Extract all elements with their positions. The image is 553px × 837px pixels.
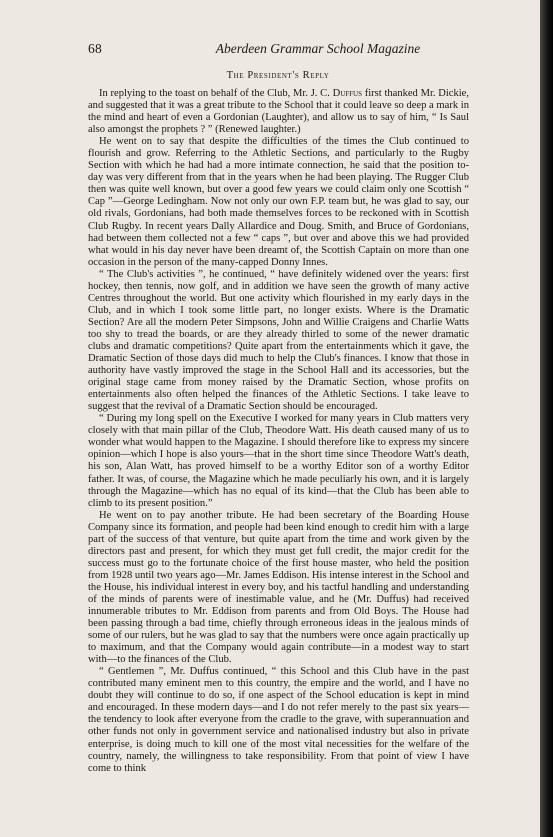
speaker-name: Duffus bbox=[332, 88, 362, 99]
paragraph: “ The Club's activities ”, he continued, “ have definitely widened over the years: first hockey, then tennis, now golf, and in addition we have seen the growth of many active Centres throughout the world. But one activity which flourished in my early days in the Club, and in which I took some little part, no longer exists. Where is the Dramatic Section? Are all the modern Peter Simpsons, John and Willie Craigens and Charlie Watts too shy to tread the boards, or are they already thirled to some of the newer dramatic clubs and dramatic competitions? Quite apart from the entertainments which it gave, the Dramatic Section of those days did much to help the Club's finances. I know that those in authority have vastly improved the stage in the School Hall and its accessories, but the original stage came from money raised by the Dramatic Section, whose profits on entertainments also often helped the finances of the Athletic Sections. I take leave to suggest that the revival of a Dramatic Section should be encouraged. bbox=[88, 268, 469, 413]
section-title: The President's Reply bbox=[226, 70, 330, 81]
page-header bbox=[88, 41, 468, 59]
paragraph: “ During my long spell on the Executive I worked for many years in Club matters very closely with that main pillar of the Club, Theodore Watt. His death caused many of us to wonder what would happen to the Magazine. I should therefore like to express my sincere opinion—which I hope is also yours—that in the short time since Theodore Watt's death, his son, Alan Watt, has proved himself to be a worthy Editor son of a worthy Editor father. It was, of course, the Magazine which he made peculiarly his own, and it is largely through the Magazine—which has no equal of its kind—that the Club has been able to climb to its present position.” bbox=[88, 413, 469, 509]
page-edge-shadow bbox=[540, 0, 553, 837]
page-number: 68 bbox=[88, 41, 102, 56]
paragraph-text: first thanked Mr. Dickie, and suggested that it was a great tribute to the School that it could leave so deep a mark in the mind and heart of even a Gordonian (Laughter), and allow us to say of him, “ Is Saul also amongst the prophets ? ” (Renewed laughter.) bbox=[88, 88, 469, 136]
running-title: Aberdeen Grammar School Magazine bbox=[215, 41, 421, 56]
paragraph bbox=[88, 88, 469, 136]
paragraph: He went on to say that despite the difficulties of the times the Club continued to flourish and grow. Referring to the Athletic Sections, and particularly to the Rugby Section with which he had had a more intimate connection, he said that the position to-day was very different from that in the years when he had been playing. The Rugger Club then was quite well known, but over a good few years we could claim only one Scottish “ Cap ”—George Ledingham. Now not only our own F.P. team but, he was glad to say, our old rivals, Gordonians, had both made themselves forces to be reckoned with in Scottish Club Rugby. In recent years Dally Allardice and Doug. Smith, and Bruce of Gordonians, had between them collected not a few “ caps ”, but over and above this we had provided what would in his day never have been dreamt of, the Scottish Captain on more than one occasion in the person of the many-capped Donny Innes. bbox=[88, 136, 469, 268]
article-body bbox=[88, 88, 469, 775]
paragraph: He went on to pay another tribute. He had been secretary of the Boarding House Company since its formation, and people had been kind enough to credit him with a large part of the success of that venture, but quite apart from the time and work given by the directors past and present, for which they must get full credit, the major credit for the success must go to the fortunate choice of the first house master, who held the position from 1928 until two years ago—Mr. James Eddison. His intense interest in the School and the House, his individual interest in every boy, and his tactful handling and understanding of the minds of parents were of inestimable value, and he (Mr. Duffus) had received innumerable tributes to Mr. Eddison from parents and from Old Boys. The House had been passing through a bad time, chiefly through erroneous ideas in the jealous minds of some of our rulers, but he was glad to say that the numbers were once again practically up to maximum, and that the Company would again contribute—in a modest way to start with—to the finances of the Club. bbox=[88, 509, 469, 666]
paragraph-lead: In replying to the toast on behalf of the Club, Mr. J. C. bbox=[99, 88, 333, 99]
paragraph: “ Gentlemen ”, Mr. Duffus continued, “ this School and this Club have in the past contributed many eminent men to this country, the empire and the world, and I have no doubt they will continue to do so, if one aspect of the School education is kept in mind and encouraged. In these modern days—and I do not refer merely to the past six years—the tendency to look after everyone from the cradle to the grave, with superannuation and other funds not only in government service and nationalised industry but also in private enterprise, is doing much to kill one of the most vital necessities for the welfare of the country, namely, the willingness to take responsibility. From that point of view I have come to think bbox=[88, 666, 469, 774]
